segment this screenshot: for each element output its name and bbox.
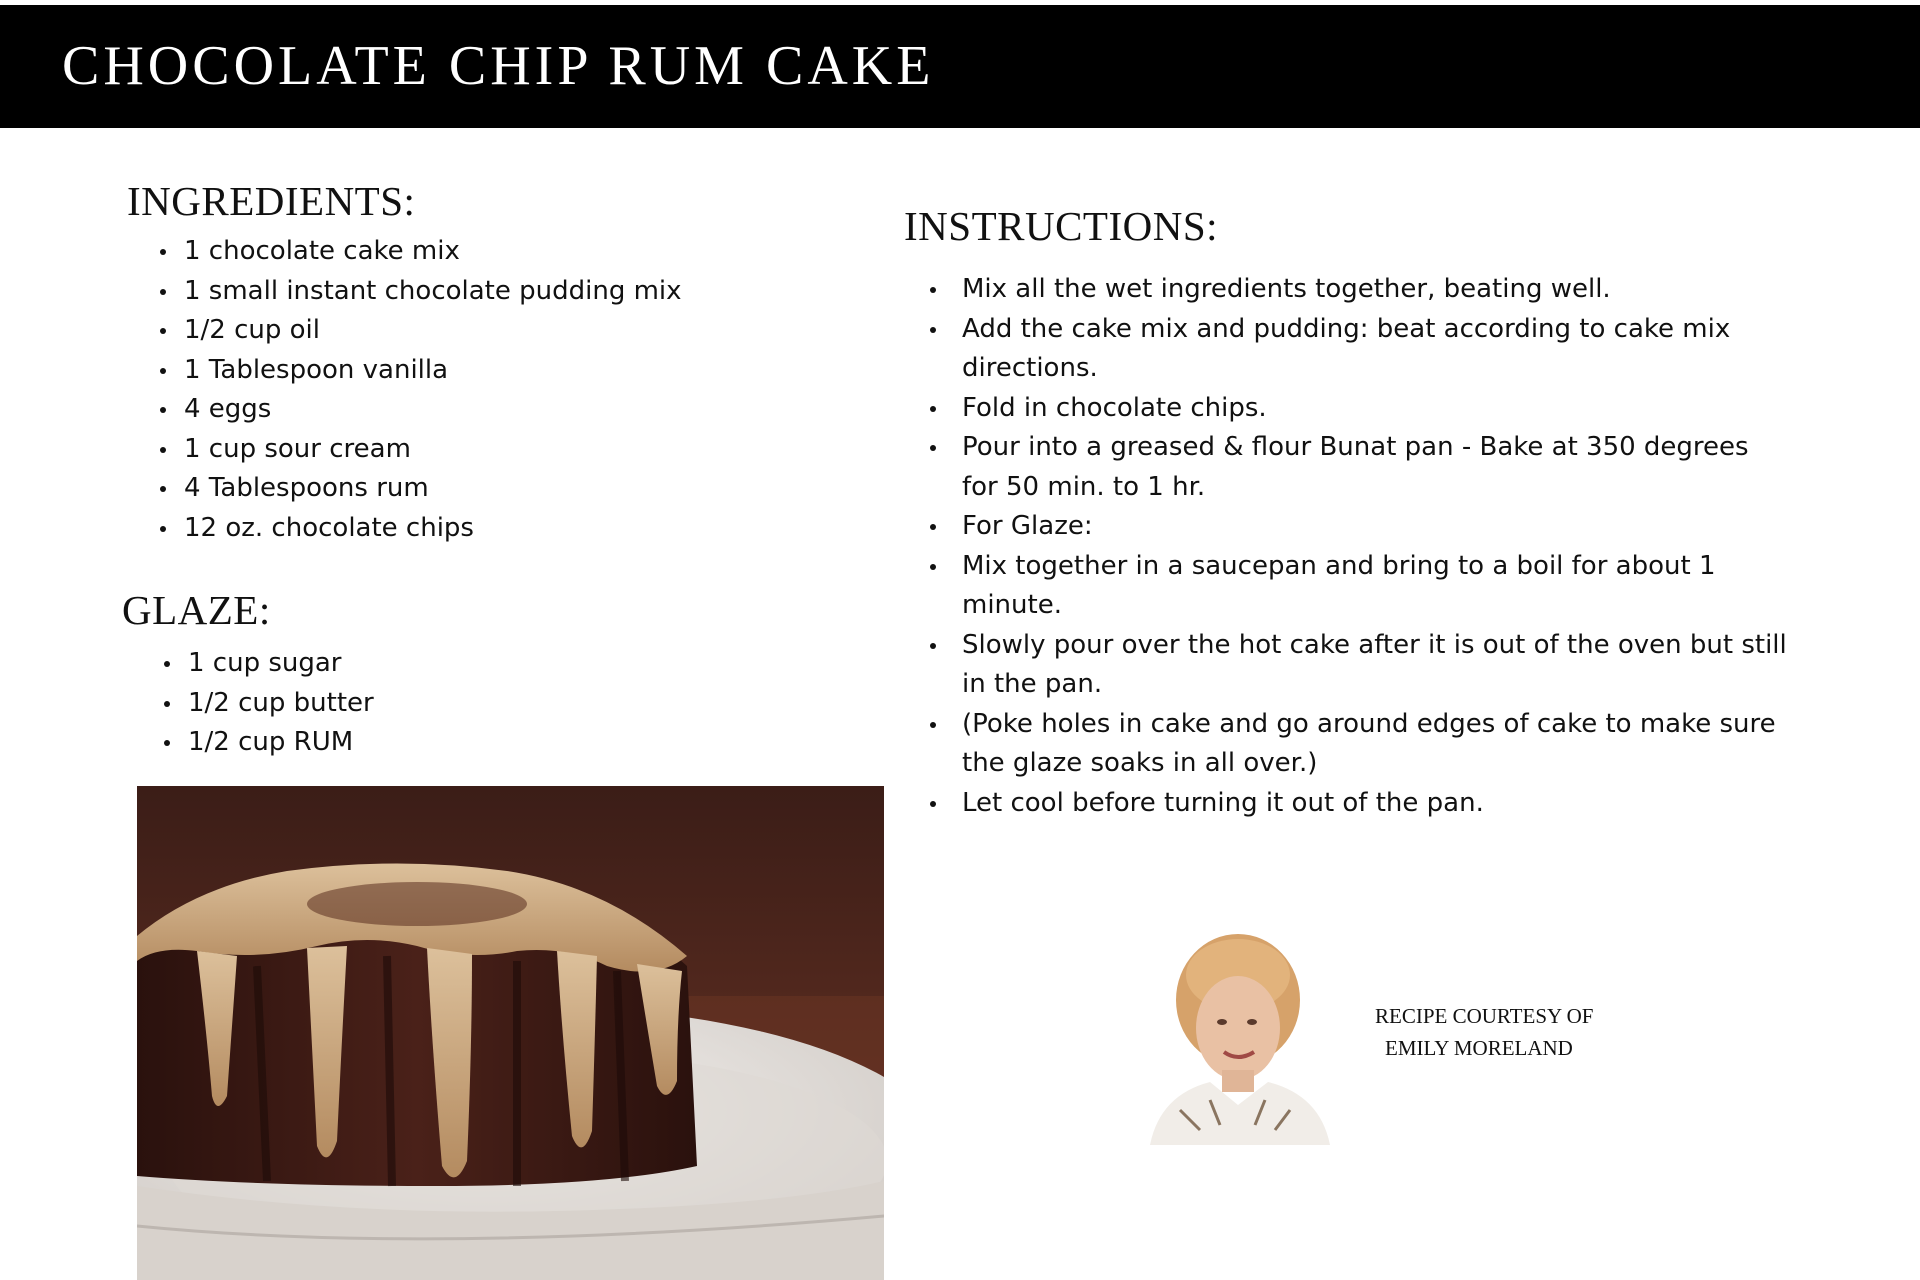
ingredient-item: 1 small instant chocolate pudding mix [154,272,714,312]
glaze-heading: GLAZE: [122,587,271,633]
instructions-heading: INSTRUCTIONS: [904,203,1219,249]
instruction-step: For Glaze: [922,507,1792,547]
ingredients-list [154,232,714,548]
author-portrait [1140,930,1340,1145]
ingredient-item: 12 oz. chocolate chips [154,509,714,549]
glaze-list [158,644,658,763]
glaze-item: 1 cup sugar [158,644,658,684]
glaze-item: 1/2 cup butter [158,684,658,724]
ingredient-item: 4 eggs [154,390,714,430]
bundt-cake-image [137,786,884,1280]
instruction-step: Mix together in a saucepan and bring to a boil for about 1 minute. [922,547,1792,626]
recipe-credit [1375,1000,1594,1064]
ingredient-item: 1 Tablespoon vanilla [154,351,714,391]
ingredient-item: 1 chocolate cake mix [154,232,714,272]
credit-label: RECIPE COURTESY OF [1375,1004,1594,1028]
ingredient-item: 1 cup sour cream [154,430,714,470]
instruction-step: Add the cake mix and pudding: beat according to cake mix directions. [922,310,1792,389]
cake-photo [137,786,884,1280]
credit-author-name: EMILY MORELAND [1385,1036,1573,1060]
instructions-list [922,270,1792,823]
author-photo-image [1140,930,1340,1145]
title-banner [0,5,1920,128]
recipe-title: CHOCOLATE CHIP RUM CAKE [62,35,935,97]
ingredient-item: 1/2 cup oil [154,311,714,351]
glaze-item: 1/2 cup RUM [158,723,658,763]
instruction-step: Pour into a greased & flour Bunat pan - Bake at 350 degrees for 50 min. to 1 hr. [922,428,1792,507]
instruction-step: Fold in chocolate chips. [922,389,1792,429]
instruction-step: Let cool before turning it out of the pan. [922,784,1792,824]
ingredients-heading: INGREDIENTS: [127,178,416,224]
instruction-step: (Poke holes in cake and go around edges of cake to make sure the glaze soaks in all over.) [922,705,1792,784]
ingredient-item: 4 Tablespoons rum [154,469,714,509]
instruction-step: Slowly pour over the hot cake after it is out of the oven but still in the pan. [922,626,1792,705]
instruction-step: Mix all the wet ingredients together, beating well. [922,270,1792,310]
